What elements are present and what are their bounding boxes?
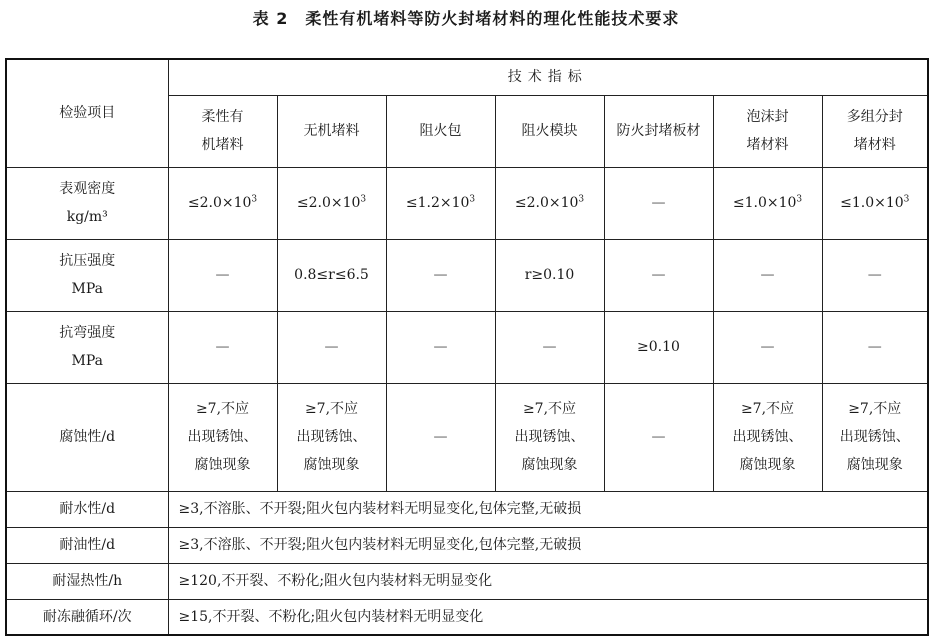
cell-line: ≥7,不应 <box>522 401 577 417</box>
cell-value: ≤1.0×10 <box>732 195 797 211</box>
row-label-name: 抗弯强度 <box>59 325 116 341</box>
cell-value: ≥3,不溶胀、不开裂;阻火包内装材料无明显变化,包体完整,无破损 <box>178 501 582 517</box>
exponent: 3 <box>796 194 803 205</box>
table-cell <box>277 311 386 383</box>
cell-value: — <box>651 195 666 211</box>
row-label-name: 腐蚀性/d <box>59 429 116 445</box>
row-label <box>6 563 168 599</box>
header-col-line: 堵材料 <box>746 137 789 153</box>
cell-value: — <box>760 267 775 283</box>
table-cell <box>713 239 822 311</box>
cell-line: 腐蚀现象 <box>739 457 796 473</box>
exponent: 3 <box>360 194 367 205</box>
cell-value: ≥0.10 <box>637 339 680 355</box>
cell-value: — <box>760 339 775 355</box>
table-cell <box>277 167 386 239</box>
cell-value: ≥120,不开裂、不粉化;阻火包内装材料无明显变化 <box>178 573 493 589</box>
row-label-name: 表观密度 <box>59 181 116 197</box>
cell-value: ≥3,不溶胀、不开裂;阻火包内装材料无明显变化,包体完整,无破损 <box>178 537 582 553</box>
row-label-name: 耐水性/d <box>59 501 116 517</box>
table-row-freeze-thaw <box>6 599 928 635</box>
table-cell <box>713 167 822 239</box>
table-cell <box>168 167 277 239</box>
cell-value: ≥15,不开裂、不粉化;阻火包内装材料无明显变化 <box>178 608 484 625</box>
cell-value: ≤2.0×10 <box>296 195 361 211</box>
header-col-line: 多组分封 <box>846 109 903 125</box>
header-item-col <box>6 59 168 167</box>
table-row-corrosion <box>6 383 928 491</box>
cell-value: ≤1.0×10 <box>840 195 904 211</box>
header-col-line: 柔性有 <box>201 109 244 125</box>
header-col-line: 阻火包 <box>419 123 462 139</box>
row-label <box>6 527 168 563</box>
cell-line: 腐蚀现象 <box>194 457 251 473</box>
header-col-fire-module <box>495 95 604 167</box>
exponent: 3 <box>578 194 585 205</box>
cell-line: 腐蚀现象 <box>303 457 360 473</box>
cell-line: ≥7,不应 <box>304 401 359 417</box>
table-cell <box>604 383 713 491</box>
table-cell-merged <box>168 599 928 635</box>
table-cell <box>277 383 386 491</box>
row-label <box>6 599 168 635</box>
row-label-unit: kg/m³ <box>66 209 108 225</box>
table-row-flexural <box>6 311 928 383</box>
table-cell-merged <box>168 491 928 527</box>
cell-line: 出现锈蚀、 <box>187 429 258 445</box>
header-col-line: 无机堵料 <box>303 123 360 139</box>
cell-value: — <box>324 339 339 355</box>
header-col-line: 泡沫封 <box>746 109 789 125</box>
table-cell <box>277 239 386 311</box>
cell-value: r≥0.10 <box>524 267 575 283</box>
table-cell <box>386 167 495 239</box>
header-row-group <box>6 59 928 95</box>
cell-line: 腐蚀现象 <box>846 457 903 473</box>
row-label-unit: MPa <box>71 281 103 297</box>
header-col-line: 阻火模块 <box>521 123 578 139</box>
row-label-name: 耐湿热性/h <box>52 573 123 589</box>
header-col-fire-bag <box>386 95 495 167</box>
table-cell <box>822 383 928 491</box>
header-col-inorganic <box>277 95 386 167</box>
row-label-name: 抗压强度 <box>59 253 116 269</box>
cell-line: 出现锈蚀、 <box>732 429 803 445</box>
table-cell <box>713 383 822 491</box>
exponent: 3 <box>469 194 476 205</box>
row-label-unit: MPa <box>71 353 103 369</box>
cell-value: 0.8≤r≤6.5 <box>294 267 369 283</box>
header-col-multi-component <box>822 95 928 167</box>
table-row-density <box>6 167 928 239</box>
header-col-flexible-organic <box>168 95 277 167</box>
cell-value: — <box>542 339 557 355</box>
header-group <box>168 59 928 95</box>
table-cell <box>386 239 495 311</box>
table-cell <box>386 383 495 491</box>
cell-value: ≤1.2×10 <box>405 195 470 211</box>
exponent: 3 <box>251 194 258 205</box>
header-item-label: 检验项目 <box>59 105 116 122</box>
cell-line: 出现锈蚀、 <box>514 429 585 445</box>
table-cell <box>495 383 604 491</box>
row-label <box>6 311 168 383</box>
cell-value: — <box>215 267 230 283</box>
table-cell <box>168 383 277 491</box>
spec-table <box>5 58 929 636</box>
table-cell <box>495 311 604 383</box>
table-cell-merged <box>168 527 928 563</box>
table-title: 表 2 柔性有机堵料等防火封堵材料的理化性能技术要求 <box>252 9 680 28</box>
row-label <box>6 491 168 527</box>
row-label <box>6 383 168 491</box>
table-row-oil <box>6 527 928 563</box>
table-cell <box>168 239 277 311</box>
table-cell <box>386 311 495 383</box>
cell-value: — <box>433 267 448 283</box>
cell-value: — <box>867 339 882 355</box>
row-label <box>6 167 168 239</box>
cell-value: ≤2.0×10 <box>514 195 579 211</box>
cell-value: ≤2.0×10 <box>187 195 252 211</box>
header-col-line: 机堵料 <box>201 137 244 153</box>
table-cell <box>822 167 928 239</box>
header-col-board <box>604 95 713 167</box>
header-col-line: 堵材料 <box>853 137 896 153</box>
row-label <box>6 239 168 311</box>
table-cell <box>822 239 928 311</box>
cell-value: — <box>651 267 666 283</box>
table-cell <box>495 239 604 311</box>
header-col-foam <box>713 95 822 167</box>
cell-value: — <box>651 429 666 445</box>
table-row-damp-heat <box>6 563 928 599</box>
table-cell-merged <box>168 563 928 599</box>
table-cell <box>604 167 713 239</box>
cell-line: ≥7,不应 <box>740 401 795 417</box>
header-col-line: 防火封堵板材 <box>616 123 701 139</box>
cell-value: — <box>867 267 882 283</box>
cell-value: — <box>433 429 448 445</box>
table-cell <box>495 167 604 239</box>
cell-line: 腐蚀现象 <box>521 457 578 473</box>
cell-line: ≥7,不应 <box>848 401 902 417</box>
table-cell <box>168 311 277 383</box>
table-cell <box>822 311 928 383</box>
cell-line: 出现锈蚀、 <box>296 429 367 445</box>
cell-line: ≥7,不应 <box>195 401 250 417</box>
cell-value: — <box>433 339 448 355</box>
cell-value: — <box>215 339 230 355</box>
exponent: 3 <box>903 194 910 205</box>
cell-line: 出现锈蚀、 <box>839 429 910 445</box>
table-row-water <box>6 491 928 527</box>
table-cell <box>604 239 713 311</box>
table-cell <box>604 311 713 383</box>
row-label-name: 耐油性/d <box>59 537 116 553</box>
table-cell <box>713 311 822 383</box>
row-label-name: 耐冻融循环/次 <box>42 608 132 625</box>
header-group-label: 技术指标 <box>507 69 588 86</box>
table-row-compressive <box>6 239 928 311</box>
